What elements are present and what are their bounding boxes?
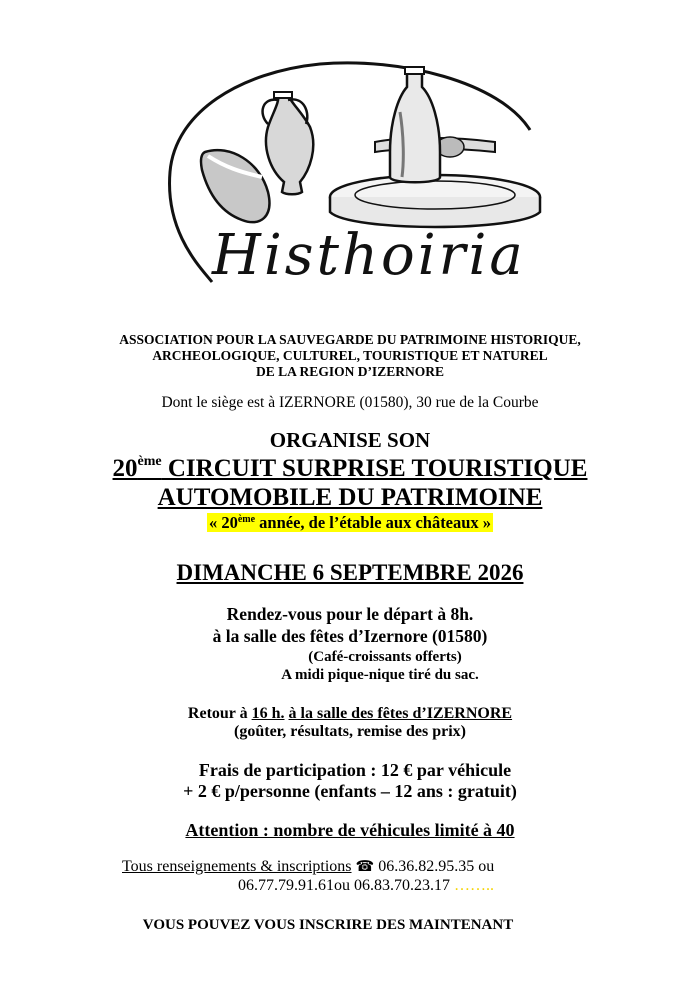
edition-number: 20 [112,455,138,482]
event-subtitle-highlight [207,513,493,532]
event-title-1-text: CIRCUIT SURPRISE TOURISTIQUE [161,455,588,482]
retour-details: (goûter, résultats, remise des prix) [234,723,466,740]
logo-stone-axe [201,150,269,222]
subtitle-ordinal: ème [237,514,256,525]
edition-ordinal: ème [137,454,162,469]
logo-wordmark: Histhoiria [212,223,526,288]
subtitle-text: année, de l’étable aux châteaux » [255,513,492,532]
frais-line-2: + 2 € p/personne (enfants – 12 ans : gratuit) [183,781,517,801]
association-line-3: DE LA REGION D’IZERNORE [256,364,444,379]
contact-line-2 [238,877,494,895]
contact-line-1 [122,857,494,876]
association-line-1: ASSOCIATION POUR LA SAUVEGARDE DU PATRIMOINE HISTORIQUE, [119,332,581,347]
organise-heading: ORGANISE SON [269,428,431,452]
frais-line-1: Frais de participation : 12 € par véhicule [198,760,512,780]
rdv-line-2: à la salle des fêtes d’Izernore (01580) [212,626,488,646]
event-title-line-2: AUTOMOBILE DU PATRIMOINE [157,484,543,511]
event-title-line-1 [0,454,700,483]
association-address: Dont le siège est à IZERNORE (01580), 30 rue de la Courbe [161,394,539,411]
contact-phones-1: 06.36.82.95.35 ou [374,858,495,875]
subtitle-prefix: « 20 [208,513,238,532]
attention-notice: Attention : nombre de véhicules limité à 40 [185,820,515,840]
rdv-line-1: Rendez-vous pour le départ à 8h. [226,604,474,624]
retour-line [0,705,700,723]
contact-label: Tous renseignements & inscriptions [122,858,352,875]
telephone-icon: ☎ [355,859,375,875]
event-subtitle [0,513,700,533]
event-date: DIMANCHE 6 SEPTEMBRE 2026 [176,560,524,585]
contact-dots: …….. [454,877,494,894]
logo-bottle [390,72,440,182]
association-line-2: ARCHEOLOGIQUE, CULTUREL, TOURISTIQUE ET NATUREL [152,348,548,363]
retour-prefix: Retour à [187,705,252,722]
rdv-line-4: A midi pique-nique tiré du sac. [281,667,479,683]
footer-call-to-action: VOUS POUVEZ VOUS INSCRIRE DES MAINTENANT [142,917,514,933]
retour-time: 16 h. [251,705,285,722]
rdv-line-3: (Café-croissants offerts) [308,649,462,665]
contact-phones-2: 06.77.79.91.61ou 06.83.70.23.17 [238,877,450,894]
retour-place: à la salle des fêtes d’IZERNORE [288,705,513,722]
